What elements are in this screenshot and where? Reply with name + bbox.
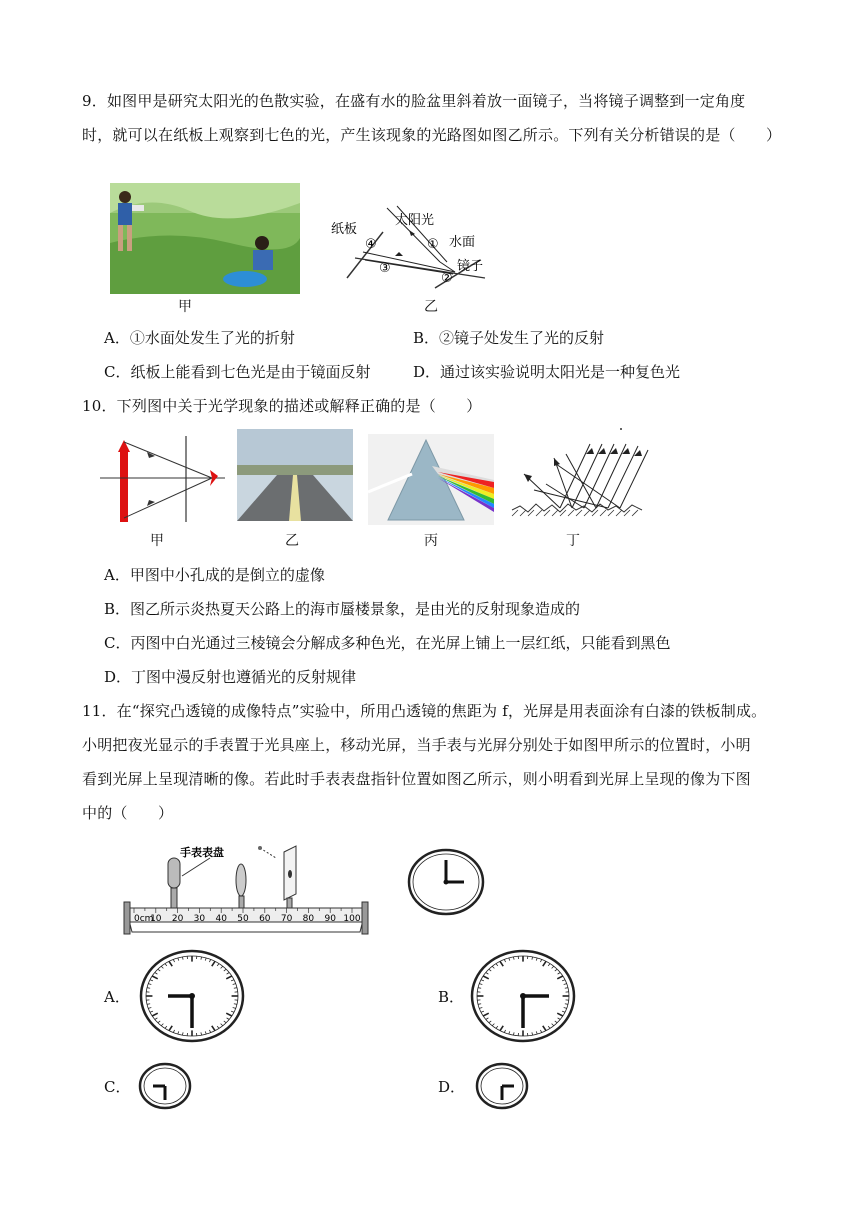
q10-caption-bing: 丙: [424, 533, 438, 549]
bench-scale-label: 90: [324, 914, 336, 924]
q10-option-d[interactable]: D．丁图中漫反射也遵循光的反射规律: [104, 668, 357, 686]
bench-scale-label: 30: [193, 914, 206, 924]
q11-option-b-clock[interactable]: [469, 948, 577, 1044]
q9-stem-line1: 9．如图甲是研究太阳光的色散实验，在盛有水的脸盆里斜着放一面镜子，当将镜子调整到一定角度: [82, 92, 746, 110]
q9-stem-line2: 时，就可以在纸板上观察到七色的光，产生该现象的光路图如图乙所示。下列有关分析错误的是（ ）: [82, 126, 782, 144]
q11-stem-line3: 看到光屏上呈现清晰的像。若此时手表表盘指针位置如图乙所示，则小明看到光屏上呈现的像为下图: [82, 770, 751, 788]
q9-photo-jia: [110, 183, 300, 294]
q9-label-n3: ③: [379, 261, 391, 276]
q11-option-c-clock[interactable]: [137, 1061, 193, 1111]
q11-option-a-clock[interactable]: [138, 948, 246, 1044]
bench-scale-label: 40: [215, 914, 227, 924]
q11-option-a-label[interactable]: A．: [104, 988, 130, 1006]
q11-label-watch-dial: 手表表盘: [180, 846, 224, 859]
q11-option-c-label[interactable]: C．: [104, 1078, 131, 1096]
q10-figure-jia: [100, 430, 225, 526]
q9-option-c[interactable]: C．纸板上能看到七色光是由于镜面反射: [104, 363, 371, 381]
q10-option-b[interactable]: B．图乙所示炎热夏天公路上的海市蜃楼景象，是由光的反射现象造成的: [104, 600, 581, 618]
bench-scale-label: 10: [150, 914, 162, 924]
q10-figure-bing: [368, 434, 494, 525]
q9-label-n4: ④: [365, 237, 377, 252]
q9-diagram-yi: [325, 200, 495, 296]
q9-option-a[interactable]: A．①水面处发生了光的折射: [104, 329, 295, 347]
q10-caption-jia: 甲: [150, 533, 164, 549]
q10-option-c[interactable]: C．丙图中白光通过三棱镜会分解成多种色光，在光屏上铺上一层红纸，只能看到黑色: [104, 634, 671, 652]
q9-label-n1: ①: [427, 237, 439, 252]
q9-label-n2: ②: [441, 271, 453, 286]
bench-scale-label: 60: [259, 914, 271, 924]
bench-scale-label: 80: [302, 914, 315, 924]
q11-stem-line1: 11．在“探究凸透镜的成像特点”实验中，所用凸透镜的焦距为 f，光屏是用表面涂有白漆的铁板制成。: [82, 702, 767, 720]
q10-stem: 10．下列图中关于光学现象的描述或解释正确的是（ ）: [82, 397, 482, 415]
q9-caption-jia: 甲: [178, 299, 192, 315]
q11-stem-line4: 中的（ ）: [82, 804, 174, 822]
q10-figure-yi: [237, 429, 353, 521]
q9-option-b[interactable]: B．②镜子处发生了光的反射: [413, 329, 605, 347]
q11-optical-bench: [110, 836, 382, 936]
q9-caption-yi: 乙: [424, 299, 438, 315]
q9-label-paper: 纸板: [331, 222, 358, 237]
q10-figure-ding: [510, 424, 650, 520]
bench-scale-label: 100: [343, 914, 361, 924]
q10-caption-yi: 乙: [285, 533, 299, 549]
q9-label-mirror: 镜子: [457, 259, 484, 274]
bench-scale-label: 0cm: [134, 914, 154, 924]
q11-option-b-label[interactable]: B．: [438, 988, 465, 1006]
q11-stem-line2: 小明把夜光显示的手表置于光具座上，移动光屏，当手表与光屏分别处于如图甲所示的位置时，小明: [82, 736, 751, 754]
bench-scale-label: 70: [280, 914, 293, 924]
q9-label-water: 水面: [449, 235, 476, 250]
q9-label-sun: 太阳光: [395, 213, 435, 228]
bench-scale-label: 20: [171, 914, 184, 924]
q10-caption-ding: 丁: [566, 533, 580, 549]
q10-option-a[interactable]: A．甲图中小孔成的是倒立的虚像: [104, 566, 325, 584]
q11-clock-original: [406, 848, 486, 916]
q9-option-d[interactable]: D．通过该实验说明太阳光是一种复色光: [413, 363, 681, 381]
q11-option-d-clock[interactable]: [474, 1061, 530, 1111]
bench-scale-label: 50: [237, 914, 249, 924]
q11-option-d-label[interactable]: D．: [438, 1078, 466, 1096]
